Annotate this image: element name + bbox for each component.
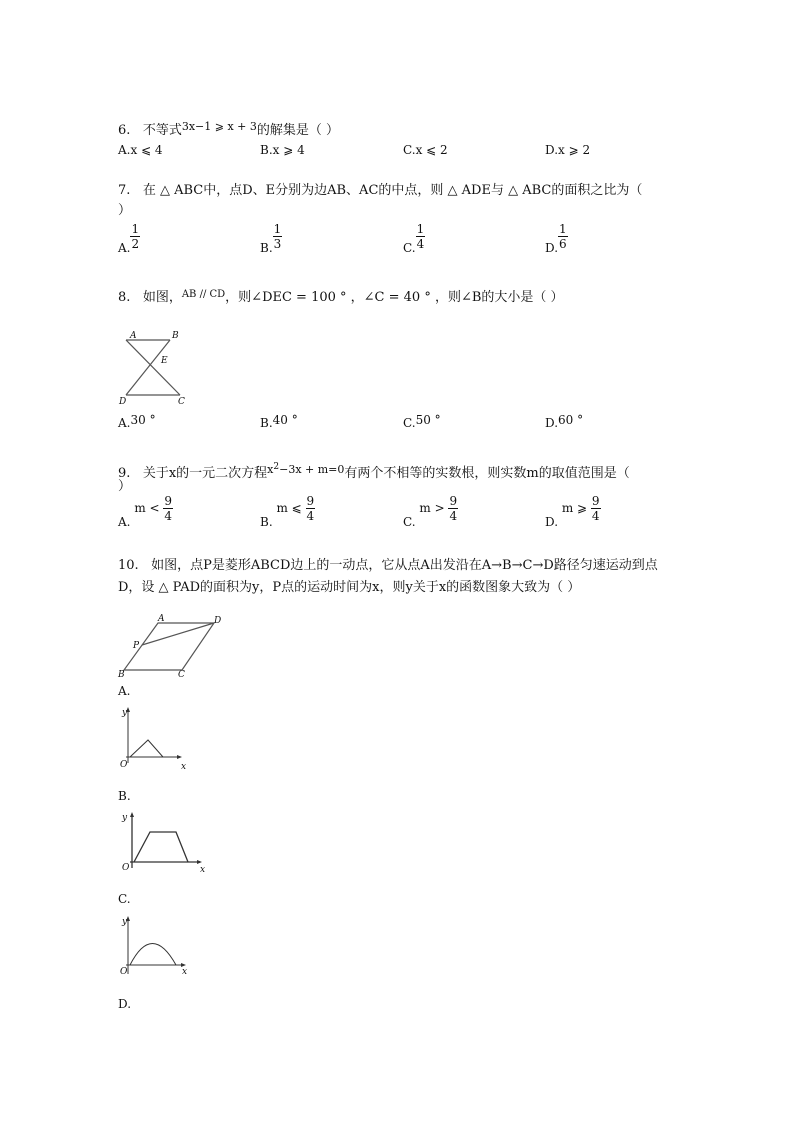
svg-text:O: O bbox=[122, 863, 130, 873]
question-7: 7. 在 △ ABC中，点D、E分别为边AB、AC的中点，则 △ ADE与 △ ABC的面积之比为（ bbox=[118, 183, 643, 198]
graph-option-c bbox=[118, 912, 198, 980]
svg-text:B: B bbox=[172, 331, 179, 341]
question-text: 的解集是（ ） bbox=[256, 123, 340, 138]
option-c: C. $\frac{1}{4}$ bbox=[403, 222, 425, 255]
question-number: 6. bbox=[118, 123, 131, 138]
question-text: D，设 △ PAD的面积为y，P点的运动时间为x，则y关于x的函数图象大致为（ ） bbox=[118, 580, 581, 595]
figure-rhombus bbox=[118, 614, 228, 680]
option-d: D.60 ° bbox=[545, 413, 584, 430]
svg-text:O: O bbox=[120, 967, 128, 977]
fraction: $\frac{1}{2}$ bbox=[131, 222, 140, 251]
graph-option-a bbox=[118, 705, 193, 770]
question-9: 9. 关于x的一元二次方程$^{x^2-3x + m=0}$有两个不相等的实数根，则实数m的取值范围是（ bbox=[118, 462, 630, 481]
question-6 bbox=[118, 119, 339, 139]
svg-text:A: A bbox=[158, 614, 165, 624]
svg-text:P: P bbox=[133, 641, 140, 651]
svg-text:B: B bbox=[118, 670, 125, 680]
option-b: B. m ⩽ $\frac{9}{4}$ bbox=[260, 494, 315, 529]
svg-text:C: C bbox=[178, 670, 185, 680]
graph-option-b bbox=[118, 810, 213, 875]
question-text: 不等式 bbox=[142, 123, 182, 138]
fraction: $\frac{1}{6}$ bbox=[559, 222, 567, 251]
svg-text:D: D bbox=[119, 397, 127, 407]
option-a: A. $\frac{1}{2}$ bbox=[118, 222, 140, 255]
svg-text:y: y bbox=[122, 813, 128, 823]
svg-text:E: E bbox=[161, 356, 168, 366]
svg-text:x: x bbox=[181, 762, 187, 772]
option-d: D.x ⩾ 2 bbox=[545, 143, 591, 157]
option-a-label: A. bbox=[118, 684, 131, 698]
question-10: 10. 如图，点P是菱形ABCD边上的一动点，它从点A出发沿在A→B→C→D路径匀速运动到点 bbox=[118, 558, 658, 573]
option-a: A. m < $\frac{9}{4}$ bbox=[118, 494, 173, 529]
option-b: B. $\frac{1}{3}$ bbox=[260, 222, 282, 255]
option-b: B.40 ° bbox=[260, 413, 298, 430]
svg-text:O: O bbox=[120, 760, 128, 770]
question-text: ） bbox=[118, 479, 132, 494]
svg-text:y: y bbox=[122, 708, 128, 718]
question-text: 在 △ ABC中，点D、E分别为边AB、AC的中点，则 △ ADE与 △ ABC的面积之比为（ bbox=[142, 183, 643, 198]
inequality-expression: 3x−1 ⩾ x + 3 bbox=[181, 120, 257, 133]
svg-text:x: x bbox=[200, 865, 206, 875]
svg-text:y: y bbox=[122, 917, 128, 927]
option-c: C. m > $\frac{9}{4}$ bbox=[403, 494, 458, 529]
option-c: C.x ⩽ 2 bbox=[403, 143, 448, 157]
option-c: C.50 ° bbox=[403, 413, 441, 430]
question-text: ） bbox=[118, 203, 132, 218]
option-b: B.x ⩾ 4 bbox=[260, 143, 305, 157]
figure-hourglass-triangles bbox=[118, 330, 198, 405]
option-d: D. m ⩾ $\frac{9}{4}$ bbox=[545, 494, 600, 529]
fraction: $\frac{1}{3}$ bbox=[273, 222, 282, 251]
svg-text:C: C bbox=[178, 397, 185, 407]
svg-text:x: x bbox=[182, 967, 188, 977]
option-d-label: D. bbox=[118, 997, 132, 1011]
option-a: A.30 ° bbox=[118, 413, 156, 430]
fraction: $\frac{1}{4}$ bbox=[416, 222, 425, 251]
option-b-label: B. bbox=[118, 789, 131, 803]
option-a: A.x ⩽ 4 bbox=[118, 143, 163, 157]
option-c-label: C. bbox=[118, 892, 131, 906]
svg-text:D: D bbox=[214, 616, 222, 626]
question-8: 8. 如图，$^{AB // CD}$，则∠DEC = 100 ° ，∠C = 40 ° ，则∠B的大小是（ ） bbox=[118, 289, 564, 305]
svg-text:A: A bbox=[130, 331, 137, 341]
option-d: D. $\frac{1}{6}$ bbox=[545, 222, 567, 255]
